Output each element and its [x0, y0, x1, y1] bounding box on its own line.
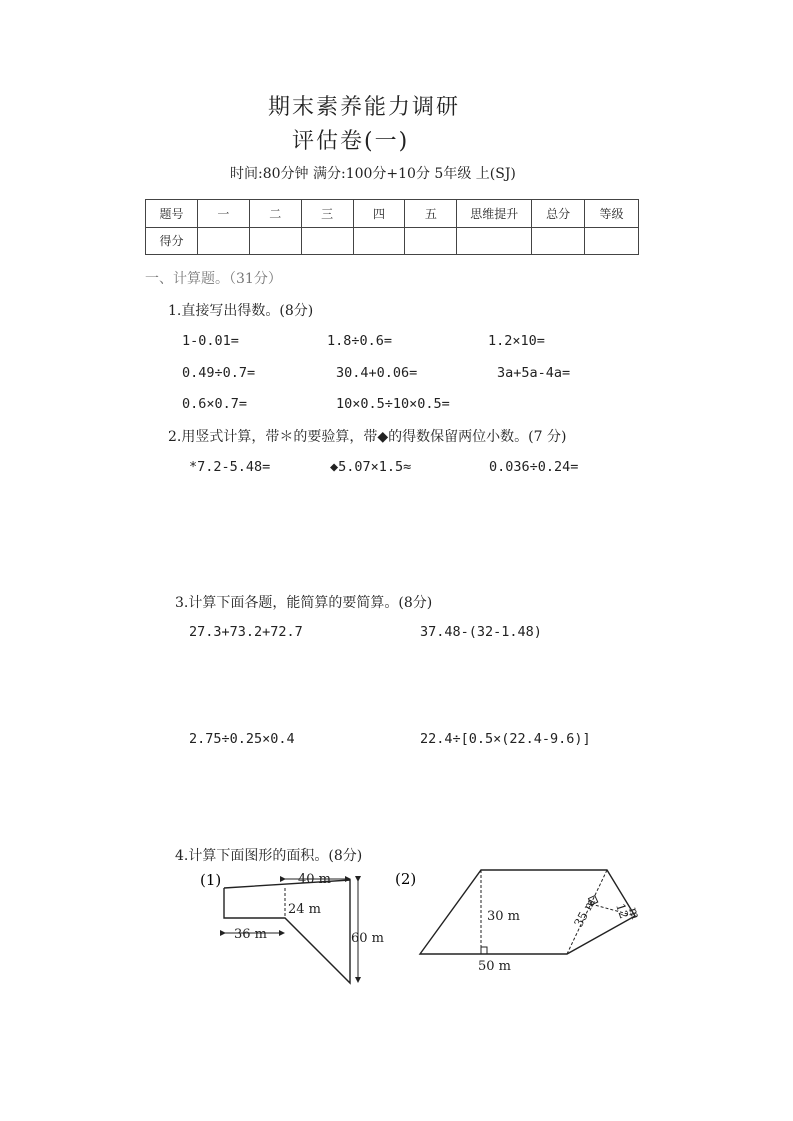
q1-item: 1.2×10=: [488, 333, 545, 349]
q1-item: 0.49÷0.7=: [182, 365, 256, 381]
figure-2-label: (2): [395, 870, 417, 888]
table-cell: 等级: [585, 200, 639, 228]
table-cell: 五: [405, 200, 457, 228]
table-cell: 得分: [146, 227, 198, 255]
page-subtitle: 评估卷(一): [292, 129, 410, 154]
figure-2-composite-shape: [385, 862, 655, 977]
q3-item: 2.75÷0.25×0.4: [189, 731, 295, 747]
score-cell[interactable]: [405, 227, 457, 255]
q1-item: 1.8÷0.6=: [327, 333, 393, 349]
table-cell: 二: [249, 200, 301, 228]
dim-label-base: 50 m: [478, 959, 512, 974]
dim-label-diagonal: 35 m: [571, 895, 598, 930]
score-table: [145, 199, 639, 255]
dim-label-inner: 24 m: [288, 902, 322, 917]
figure-1-label: (1): [200, 871, 222, 889]
table-cell: 四: [353, 200, 405, 228]
question-4-title: 4.计算下面图形的面积。(8分): [175, 848, 363, 864]
q1-item: 1-0.01=: [182, 333, 239, 349]
score-cell[interactable]: [353, 227, 405, 255]
figure-1-composite-shape: [190, 866, 400, 991]
score-cell[interactable]: [532, 227, 585, 255]
question-3-title: 3.计算下面各题，能简算的要简算。(8分): [175, 595, 433, 611]
table-cell: 题号: [146, 200, 198, 228]
dim-label-bottom: 36 m: [234, 927, 268, 942]
dim-label-side: 12: [613, 901, 632, 921]
q1-item: 3a+5a-4a=: [497, 365, 571, 381]
table-cell: 一: [197, 200, 249, 228]
question-2-title: 2.用竖式计算，带＊的要验算，带◆的得数保留两位小数。(7 分): [168, 429, 567, 445]
table-cell: 总分: [532, 200, 585, 228]
dim-label-top: 40 m: [298, 872, 332, 887]
q2-item: *7.2-5.48=: [189, 459, 271, 475]
dim-label-height: 30 m: [487, 909, 521, 924]
q2-item: ◆5.07×1.5≈: [330, 459, 412, 475]
exam-meta: 时间:80分钟 满分:100分+10分 5年级 上(SJ): [230, 166, 516, 182]
score-cell[interactable]: [197, 227, 249, 255]
score-cell[interactable]: [457, 227, 532, 255]
right-angle-mark: [481, 947, 487, 954]
score-cell[interactable]: [585, 227, 639, 255]
q1-item: 30.4+0.06=: [336, 365, 418, 381]
dim-label-right: 60 m: [351, 931, 385, 946]
q2-item: 0.036÷0.24=: [489, 459, 579, 475]
q3-item: 37.48-(32-1.48): [420, 624, 542, 640]
section-title: 一、计算题。（31分）: [145, 271, 282, 287]
table-cell: 三: [301, 200, 353, 228]
score-table-header-row: [146, 200, 639, 228]
dim-label-side-unit: m: [626, 905, 643, 921]
question-1-title: 1.直接写出得数。(8分): [168, 303, 314, 319]
figure-2-outline: [420, 870, 635, 954]
score-cell[interactable]: [249, 227, 301, 255]
q1-item: 10×0.5÷10×0.5=: [336, 396, 450, 412]
page-title: 期末素养能力调研: [268, 95, 461, 120]
score-cell[interactable]: [301, 227, 353, 255]
q3-item: 22.4÷[0.5×(22.4-9.6)]: [420, 731, 591, 747]
q3-item: 27.3+73.2+72.7: [189, 624, 303, 640]
table-cell: 思维提升: [457, 200, 532, 228]
q1-item: 0.6×0.7=: [182, 396, 248, 412]
score-table-score-row: [146, 227, 639, 255]
